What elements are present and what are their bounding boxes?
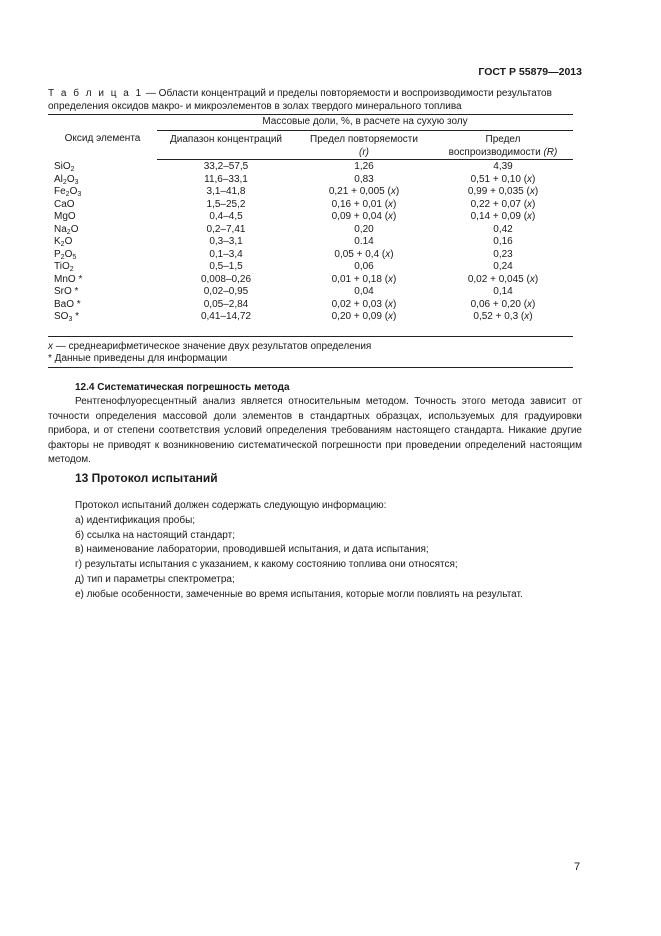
reproducibility-cell: 0,99 + 0,035 (x) [467, 186, 539, 197]
reproducibility-cell: 0,22 + 0,07 (x) [470, 198, 536, 210]
header-reproducibility: Предел воспроизводимости (R) [433, 131, 573, 160]
table-row [48, 274, 573, 287]
repeatability-cell: 0,01 + 0,18 (x) [331, 273, 397, 285]
reproducibility-cell: 0,42 [493, 223, 513, 235]
table-row [48, 236, 573, 249]
reproducibility-cell: 0,14 + 0,09 (x) [470, 211, 536, 222]
range-cell: 0,05–2,84 [203, 298, 249, 310]
table-caption-text: — Области концентраций и пределы повторяемости и воспроизводимости результатов определения оксидов макро- и микроэлементов в золах твердого минерального топлива [48, 88, 552, 112]
oxide-cell: SiO$_2$ [54, 160, 75, 173]
reproducibility-cell: 0,14 [493, 286, 513, 297]
range-cell: 3,1–41,8 [206, 186, 246, 197]
list-item: в) наименование лаборатории, проводившей испытания, и дата испытания; [75, 544, 429, 556]
range-cell: 1,5–25,2 [206, 198, 246, 210]
table-row [48, 261, 573, 274]
table-row [48, 249, 573, 262]
table-row [48, 199, 573, 212]
oxide-cell: $Na_2O$ [54, 223, 79, 236]
repeatability-cell: 1,26 [354, 161, 374, 172]
reproducibility-cell: 4,39 [493, 161, 513, 172]
table-row [48, 160, 573, 174]
repeatability-cell: 0,21 + 0,005 (x) [328, 186, 400, 197]
table-row [48, 224, 573, 237]
reproducibility-cell: 0,02 + 0,045 (x) [467, 273, 539, 285]
oxide-cell: MnO * [54, 273, 83, 285]
range-cell: 0,02–0,95 [203, 286, 249, 297]
range-cell: 0,5–1,5 [209, 261, 243, 272]
repeatability-cell: 0,09 + 0,04 (x) [331, 211, 397, 222]
oxide-cell: $P_2O_5$ [54, 248, 77, 261]
table-note-asterisk: * Данные приведены для информации [48, 353, 573, 368]
oxide-cell: $Al_2O_3$ [54, 173, 79, 186]
table-row [48, 299, 573, 312]
oxide-cell: CaO [54, 198, 75, 210]
reproducibility-cell: 0,06 + 0,20 (x) [470, 298, 536, 310]
oxide-cell: BaO * [54, 298, 81, 310]
header-range: Диапазон концентраций [157, 131, 295, 160]
range-cell: 33,2–57,5 [203, 161, 249, 172]
reproducibility-cell: 0,52 + 0,3 (x) [433, 311, 573, 336]
header-mass-fraction: Массовые доли, %, в расчете на сухую золу [157, 115, 573, 131]
repeatability-cell: 0,20 + 0,09 (x) [295, 311, 433, 336]
repeatability-cell: 0,02 + 0,03 (x) [331, 298, 397, 310]
header-oxide: Оксид элемента [48, 115, 157, 160]
table-caption [48, 88, 582, 113]
list-item: г) результаты испытания с указанием, к какому состоянию топлива они относятся; [75, 559, 458, 571]
repeatability-cell: 0,05 + 0,4 (x) [334, 248, 394, 260]
table-caption-label: Т а б л и ц а 1 [48, 88, 144, 99]
oxide-cell: TiO$_2$ [54, 261, 74, 273]
repeatability-cell: 0,04 [354, 286, 374, 297]
table-row [48, 174, 573, 187]
table-row [48, 311, 573, 336]
oxide-cell: $K_2O$ [54, 236, 73, 248]
repeatability-cell: 0,83 [354, 173, 374, 185]
range-cell: 0,1–3,4 [209, 248, 243, 260]
repeatability-cell: 0,20 [354, 223, 374, 235]
reproducibility-cell: 0,23 [493, 248, 513, 260]
range-cell: 11,6–33,1 [204, 173, 248, 185]
range-cell: 0,2–7,41 [206, 223, 246, 235]
oxide-cell: $Fe_2O_3$ [54, 186, 82, 198]
table-row [48, 211, 573, 224]
range-cell: 0,008–0,26 [200, 273, 252, 285]
range-cell: 0,41–14,72 [157, 311, 295, 336]
section-12-4 [48, 381, 582, 467]
concentration-table [48, 114, 573, 368]
oxide-cell: SrO * [54, 286, 79, 297]
repeatability-cell: 0,16 + 0,01 (x) [331, 198, 397, 210]
oxide-cell: $SO_3$ * [48, 311, 157, 336]
reproducibility-cell: 0,51 + 0,10 (x) [470, 173, 536, 185]
list-item: д) тип и параметры спектрометра; [75, 573, 235, 585]
reproducibility-cell: 0,16 [493, 236, 513, 247]
section-13-intro: Протокол испытаний должен содержать следующую информацию: [75, 500, 387, 511]
header-repeatability: Предел повторяемости (r) [295, 131, 433, 160]
range-cell: 0,4–4,5 [209, 211, 243, 222]
page-number: 7 [574, 861, 581, 873]
section-12-4-title: 12.4 Систематическая погрешность метода [75, 382, 290, 393]
repeatability-cell: 0,06 [354, 261, 374, 272]
range-cell: 0,3–3,1 [209, 236, 243, 247]
section-12-4-text: Рентгенофлуоресцентный анализ является относительным методом. Точность этого метода зависит от точности определения массовой доли элементов в стандартных образцах, используемых для градуировки прибора, и от степени соответствия условий определения требованиям настоящего стандарта. Никакие другие факторы не приводят к возникновению систематической погрешности при проведении определений настоящим методом. [48, 396, 582, 466]
section-13-content [75, 499, 523, 603]
list-item: б) ссылка на настоящий стандарт; [75, 529, 236, 541]
reproducibility-cell: 0,24 [493, 261, 513, 272]
standard-header: ГОСТ Р 55879—2013 [478, 66, 582, 78]
table-row [48, 286, 573, 299]
oxide-cell: MgO [54, 211, 76, 222]
table-note-x: x — среднеарифметическое значение двух результатов определения [48, 340, 372, 352]
table-row [48, 186, 573, 199]
list-item: е) любые особенности, замеченные во время испытания, которые могли повлиять на результат. [75, 588, 523, 600]
repeatability-cell: 0.14 [354, 236, 374, 247]
list-item: а) идентификация пробы; [75, 514, 196, 526]
section-13-title: 13 Протокол испытаний [75, 471, 218, 485]
